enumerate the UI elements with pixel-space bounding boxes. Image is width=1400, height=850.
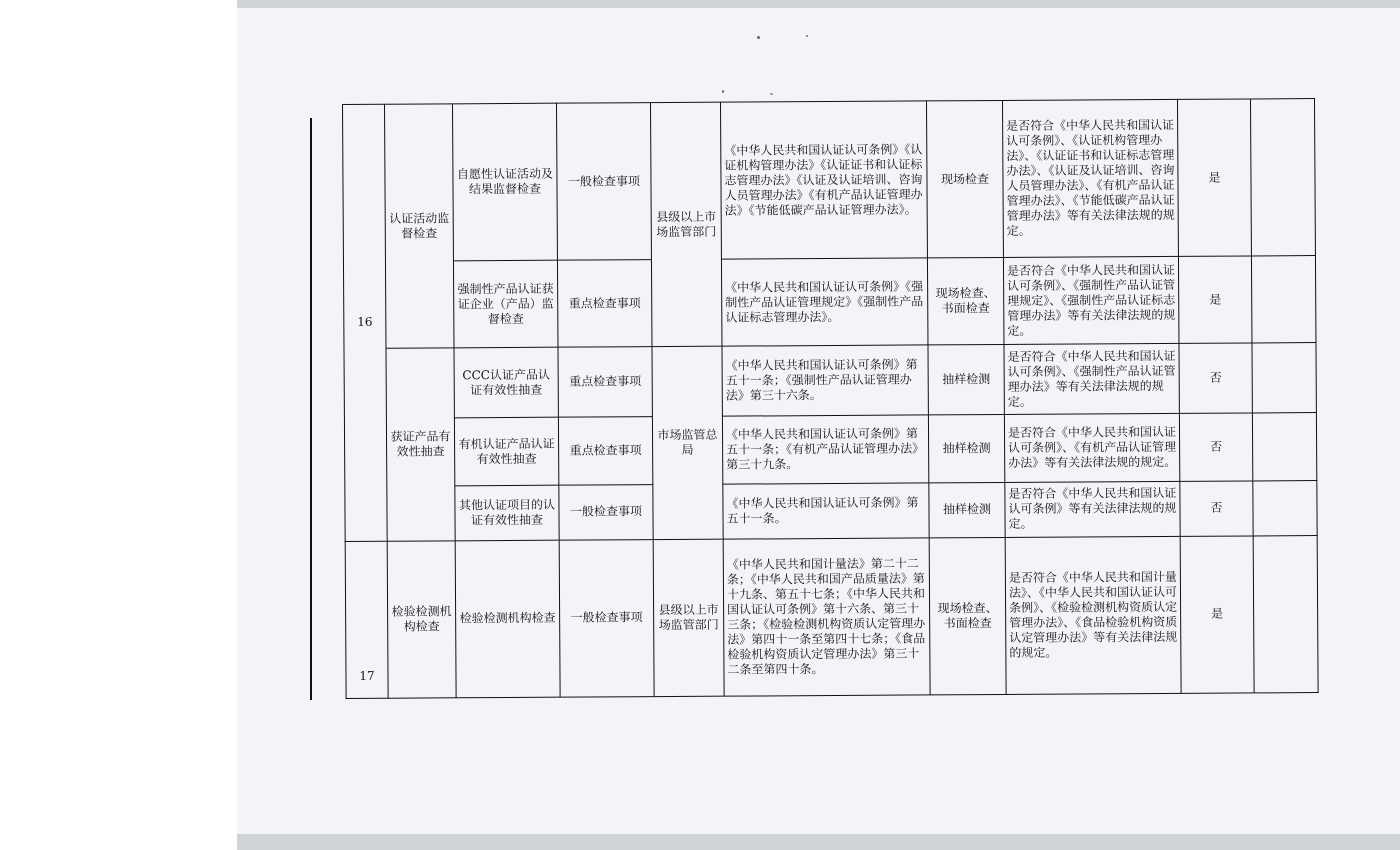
remark-cell: [1252, 343, 1316, 413]
yes-no-flag: 否: [1179, 413, 1252, 481]
binding-margin-line: [310, 118, 312, 700]
item-type: 重点检查事项: [557, 260, 652, 348]
yes-no-flag: 否: [1179, 343, 1252, 413]
inspection-method: 抽样检测: [928, 415, 1004, 483]
inspection-item: CCC认证产品认证有效性抽查: [454, 347, 558, 418]
scanner-top-edge: [237, 0, 1400, 8]
item-type: 一般检查事项: [559, 539, 654, 697]
item-type: 重点检查事项: [558, 417, 652, 485]
legal-basis: 《中华人民共和国认证认可条例》《认证机构管理办法》《认证证书和认证标志管理办法》《认证及认证培训、咨询人员管理办法》《有机产品认证管理办法》《节能低碳产品认证管理办法》。: [720, 101, 927, 259]
row-number: 16: [343, 104, 388, 541]
item-type: 一般检查事项: [559, 485, 653, 540]
table-row: [345, 481, 1317, 542]
remark-cell: [1253, 481, 1317, 536]
inspection-category: 获证产品有效性抽查: [386, 348, 455, 541]
yes-no-flag: 是: [1177, 99, 1251, 257]
inspection-content: 是否符合《中华人民共和国计量法》、《中华人民共和国认证认可条例》、《检验检测机构资质认定管理办法》、《食品检验机构资质认定管理办法》等有关法律法规的规定。: [1005, 536, 1181, 694]
inspection-items-table: [342, 98, 1319, 699]
inspection-category: 认证活动监督检查: [385, 104, 454, 349]
remark-cell: [1251, 256, 1316, 344]
scan-speck: [722, 90, 724, 93]
inspection-method: 抽样检测: [928, 345, 1004, 415]
inspection-item: 强制性产品认证获证企业（产品）监督检查: [453, 260, 558, 348]
inspection-item: 检验检测机构检查: [455, 540, 560, 698]
legal-basis: 《中华人民共和国认证认可条例》第五十一条；《有机产品认证管理办法》第三十九条。: [722, 415, 928, 484]
legal-basis: 《中华人民共和国认证认可条例》第五十一条；《强制性产品认证管理办法》第三十六条。: [722, 345, 928, 416]
inspection-category: 检验检测机构检查: [387, 541, 456, 699]
inspection-content: 是否符合《中华人民共和国认证认可条例》、《强制性产品认证管理规定》、《强制性产品认证标志管理办法》等有关法律法规的规定。: [1003, 257, 1179, 345]
legal-basis: 《中华人民共和国认证认可条例》《强制性产品认证管理规定》《强制性产品认证标志管理办法》。: [721, 258, 928, 346]
responsible-department: 县级以上市场监管部门: [653, 539, 724, 697]
inspection-content: 是否符合《中华人民共和国认证认可条例》、《强制性产品认证管理办法》等有关法律法规的规定。: [1004, 344, 1179, 415]
remark-cell: [1253, 535, 1318, 693]
table-row: [343, 99, 1316, 262]
inspection-item: 其他认证项目的认证有效性抽查: [455, 485, 559, 540]
scan-speck: [770, 93, 773, 95]
responsible-department: 县级以上市场监管部门: [650, 102, 721, 347]
remark-cell: [1252, 413, 1316, 481]
scanner-bottom-edge: [237, 834, 1400, 850]
item-type: 重点检查事项: [558, 347, 652, 418]
inspection-content: 是否符合《中华人民共和国认证认可条例》、《认证机构管理办法》、《认证证书和认证标志管理办法》、《认证及认证培训、咨询人员管理办法》、《有机产品认证管理办法》、《节能低碳产品认证管理办法》等有关法律法规的规定。: [1002, 99, 1178, 257]
scan-speck: [757, 36, 760, 39]
legal-basis: 《中华人民共和国计量法》第二十二条；《中华人民共和国产品质量法》第十九条、第五十七条；《中华人民共和国认证认可条例》第十六条、第三十三条；《检验检测机构资质认定管理办法》第四十一条至第四十七条；《食品检验机构资质认定管理办法》第三十二条至第四十条。: [723, 538, 930, 696]
table-row: [344, 343, 1316, 419]
item-type: 一般检查事项: [556, 103, 651, 261]
remark-cell: [1250, 99, 1315, 256]
inspection-content: 是否符合《中华人民共和国认证认可条例》、《有机产品认证管理办法》等有关法律法规的规定。: [1004, 414, 1179, 483]
inspection-item: 有机认证产品认证有效性抽查: [454, 417, 558, 486]
yes-no-flag: 是: [1178, 256, 1252, 344]
yes-no-flag: 是: [1180, 536, 1254, 694]
inspection-method: 抽样检测: [929, 483, 1005, 538]
responsible-department: 市场监管总局: [652, 346, 723, 539]
inspection-item: 自愿性认证活动及结果监督检查: [453, 103, 558, 261]
yes-no-flag: 否: [1180, 481, 1253, 536]
inspection-method: 现场检查: [926, 100, 1003, 258]
inspection-content: 是否符合《中华人民共和国认证认可条例》等有关法律法规的规定。: [1005, 482, 1180, 538]
table-row: [344, 413, 1316, 487]
table-row: [345, 535, 1318, 698]
table-row: [343, 256, 1316, 349]
legal-basis: 《中华人民共和国认证认可条例》第五十一条。: [723, 483, 929, 539]
inspection-method: 现场检查、书面检查: [929, 537, 1006, 695]
scan-speck: [806, 35, 808, 37]
row-number: 17: [345, 541, 388, 698]
inspection-method: 现场检查、书面检查: [927, 258, 1004, 346]
